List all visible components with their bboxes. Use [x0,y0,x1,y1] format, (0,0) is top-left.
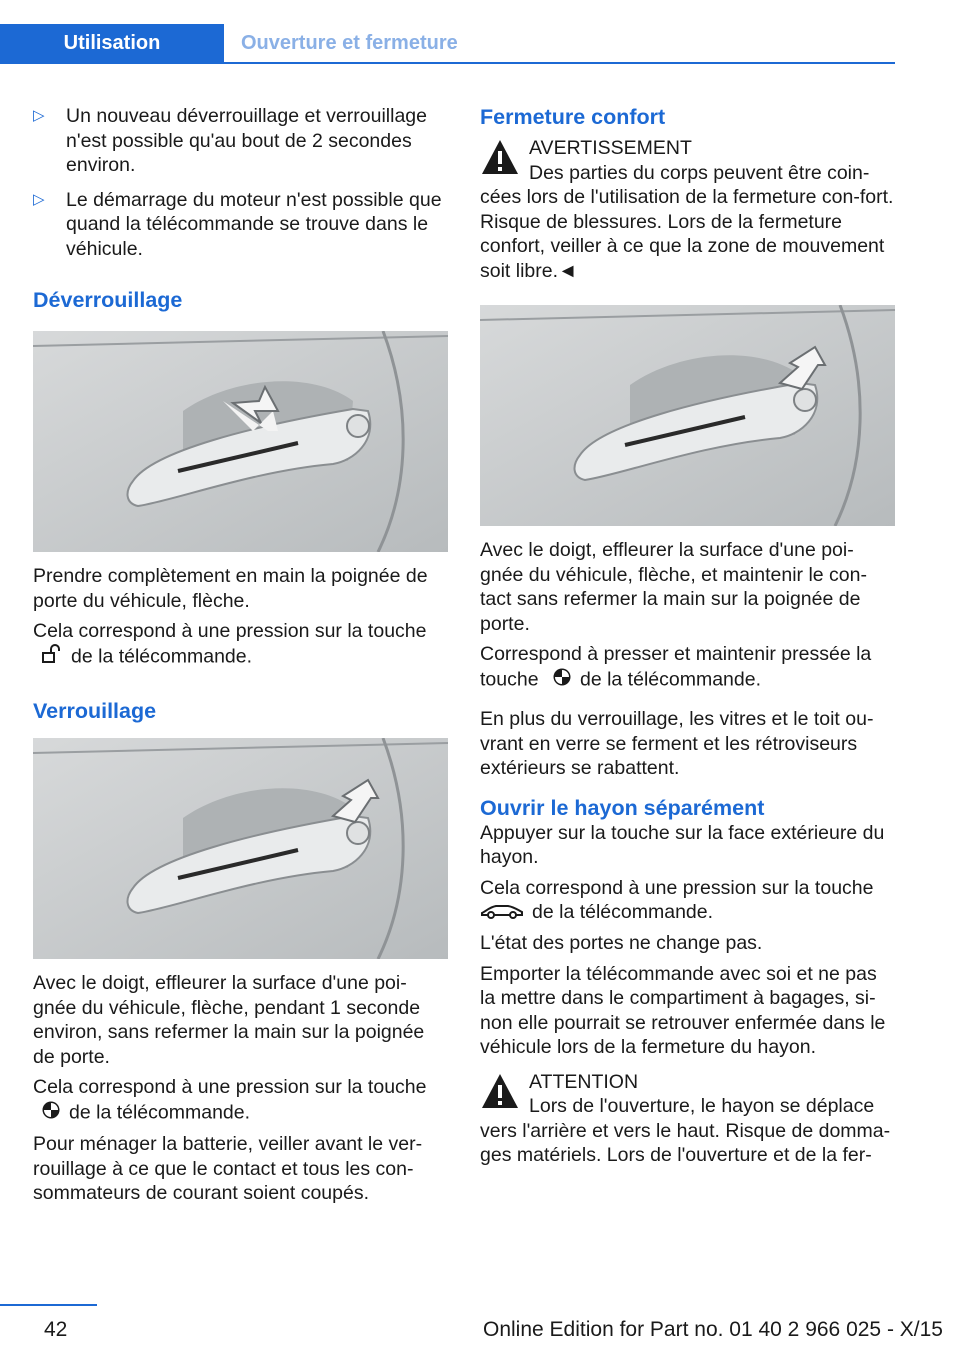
right-column [480,104,895,1168]
attention-block [480,1070,895,1168]
bullet-triangle-icon: ▷ [33,107,45,124]
remote-keep-paragraph: Emporter la télécommande avec soi et ne pas la mettre dans le compartiment à bagages, si‐non elle pourrait se retrouver enfermée dans le véhicule lors de la fermeture du hayon. [480,962,886,1059]
online-edition-note: Online Edition for Part no. 01 40 2 966 025 - X/15 [483,1318,943,1341]
section-title-unlock: Déverrouillage [33,288,183,312]
door-handle-illustration [33,331,448,552]
text: de la télécommande. [532,901,714,923]
warning-text: Des parties du corps peuvent être coin‐cées lors de l'utilisation de la fermeture con‐fort. Risque de blessures. Lors de la fermeture confort, veiller à ce que la zone de mouvement soit libre.◄ [480,161,894,282]
warning-label: AVERTISSEMENT [529,137,692,159]
bullet-text: Le démarrage du moteur n'est possible que quand la télécommande se trouve dans le véhicule. [66,188,442,260]
left-column [33,104,448,1206]
door-handle-photo-unlock [33,331,448,552]
comfort-windows-paragraph: En plus du verrouillage, les vitres et le toit ou‐vrant en verre se ferment et les rétroviseurs extérieurs se rabattent. [480,708,874,779]
text: Cela correspond à une pression sur la touche [33,620,427,642]
text: Correspond à presser et maintenir pressée la touche [480,643,872,690]
text: de la télécommande. [579,667,762,690]
lock-paragraph: Avec le doigt, effleurer la surface d'une poi‐gnée du véhicule, flèche, pendant 1 seconde environ, sans refermer la main sur la poignée de porte. [33,972,425,1068]
tailgate-remote-paragraph [480,876,895,926]
lock-remote-paragraph [33,1075,448,1126]
doors-state-paragraph: L'état des portes ne change pas. [480,932,763,955]
unlock-key-icon [41,644,63,671]
unlock-remote-paragraph [33,619,448,670]
text: Cela correspond à une pression sur la touche [480,876,874,899]
battery-paragraph: Pour ménager la batterie, veiller avant le ver‐rouillage à ce que le contact et tous les con‐sommateurs de courant soient coupés. [33,1133,423,1204]
bullet-text: Un nouveau déverrouillage et verrouillage n'est possible qu'au bout de 2 secondes environ. [66,105,427,176]
text: Cela correspond à une pression sur la touche [33,1076,427,1098]
warning-triangle-icon [480,1072,520,1117]
bullet-triangle-icon: ▷ [33,190,45,208]
text: de la télécommande. [69,1100,251,1123]
section-title-tailgate: Ouvrir le hayon séparément [480,795,765,820]
door-handle-illustration [33,738,448,959]
door-handle-photo-comfort [480,305,895,526]
page-number: 42 [44,1318,68,1341]
footer-line [0,1304,97,1306]
section-title-lock: Verrouillage [33,699,157,723]
unlock-paragraph: Prendre complètement en main la poignée de porte du véhicule, flèche. [33,565,428,612]
comfort-remote-paragraph [480,642,895,693]
tailgate-key-icon [480,901,524,926]
warning-block [480,136,895,283]
tab-usage[interactable]: Utilisation [0,24,224,62]
section-title-comfort-closing: Fermeture confort [480,105,666,129]
lock-key-icon [41,1100,61,1127]
attention-label: ATTENTION [529,1070,639,1093]
tab-opening-closing[interactable]: Ouverture et fermeture [241,32,458,54]
lock-key-icon [552,667,572,694]
attention-text: Lors de l'ouverture, le hayon se déplace vers l'arrière et vers le haut. Risque de domma‐ges matériels. Lors de l'ouverture et de la fer‐ [480,1095,891,1167]
door-handle-illustration [480,305,895,526]
bullet-item [33,104,448,178]
door-handle-photo-lock [33,738,448,959]
text: de la télécommande. [71,644,253,667]
warning-triangle-icon [480,138,520,183]
tailgate-paragraph: Appuyer sur la touche sur la face extérieure du hayon. [480,821,885,868]
comfort-paragraph: Avec le doigt, effleurer la surface d'une poi‐gnée du véhicule, flèche, et maintenir le con‐tact sans refermer la main sur la poignée de porte. [480,539,867,635]
bullet-item [33,188,448,262]
